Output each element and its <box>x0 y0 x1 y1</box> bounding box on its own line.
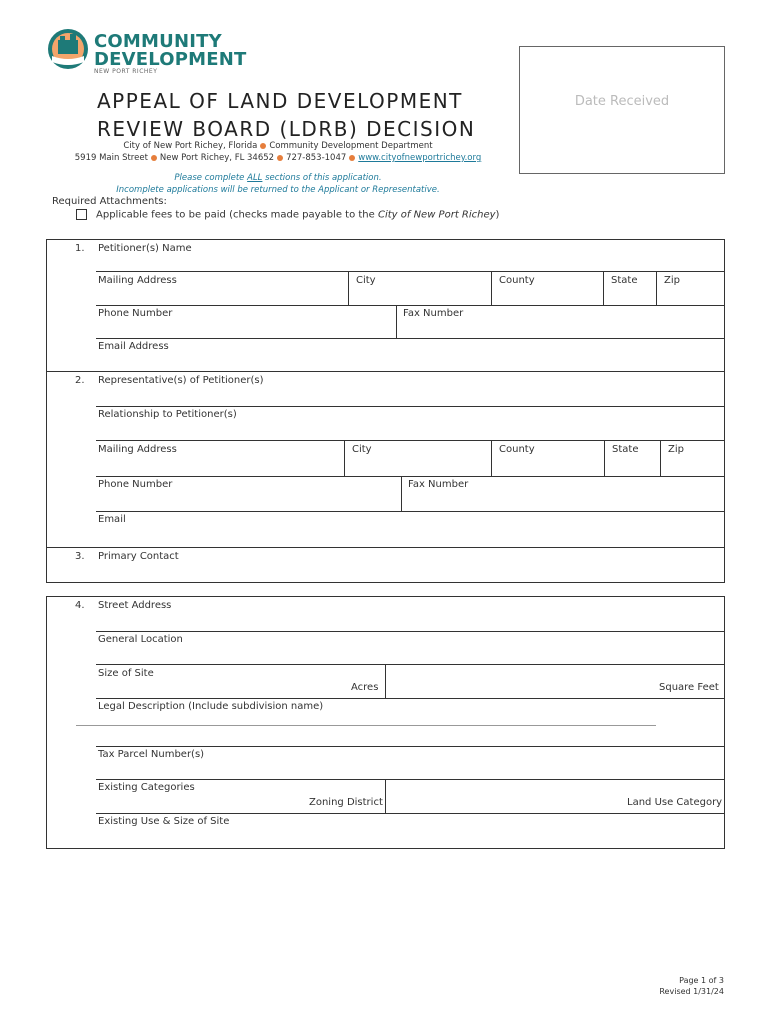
divider <box>396 305 397 338</box>
divider <box>46 371 725 372</box>
divider <box>96 305 724 306</box>
square-feet-field[interactable]: Square Feet <box>659 682 719 693</box>
divider <box>96 440 724 441</box>
legal-description-field[interactable]: Legal Description (Include subdivision name) <box>98 701 324 712</box>
page-title <box>97 87 475 143</box>
dept-phone: 727-853-1047 <box>286 153 347 163</box>
divider <box>96 406 724 407</box>
existing-categories-label: Existing Categories <box>98 782 195 793</box>
petitioner-city-field[interactable]: City <box>356 275 376 286</box>
divider <box>96 664 724 665</box>
revised-date: Revised 1/31/24 <box>659 987 724 996</box>
fees-checkbox[interactable] <box>76 209 87 220</box>
website-link[interactable]: www.cityofnewportrichey.org <box>358 153 482 163</box>
primary-contact-field[interactable]: Primary Contact <box>98 551 179 562</box>
legal-description-underline <box>76 725 656 726</box>
dept-name: Community Development Department <box>269 141 433 151</box>
petitioner-phone-field[interactable]: Phone Number <box>98 308 173 319</box>
zoning-district-field[interactable]: Zoning District <box>309 797 383 808</box>
divider <box>344 440 345 476</box>
required-attachments-label: Required Attachments: <box>52 196 167 207</box>
divider <box>96 476 724 477</box>
divider <box>348 271 349 305</box>
divider <box>603 271 604 305</box>
rep-state-field[interactable]: State <box>612 444 639 455</box>
notice-text: Please complete <box>174 173 248 183</box>
rep-phone-field[interactable]: Phone Number <box>98 479 173 490</box>
street-address-field[interactable]: Street Address <box>98 600 172 611</box>
divider <box>46 547 725 548</box>
logo-subtitle: NEW PORT RICHEY <box>94 68 158 75</box>
petitioner-email-field[interactable]: Email Address <box>98 341 169 352</box>
size-of-site-label: Size of Site <box>98 668 154 679</box>
divider <box>385 779 386 813</box>
divider <box>604 440 605 476</box>
bullet-icon <box>277 155 283 161</box>
petitioner-fax-field[interactable]: Fax Number <box>403 308 464 319</box>
dept-street: 5919 Main Street <box>74 153 148 163</box>
logo-line1: COMMUNITY <box>94 31 222 52</box>
logo-emblem-icon <box>46 18 90 80</box>
land-use-category-field[interactable]: Land Use Category <box>627 797 723 808</box>
title-line1: APPEAL OF LAND DEVELOPMENT <box>97 89 463 113</box>
notice-text-end: sections of this application. <box>262 173 382 183</box>
department-info <box>60 141 496 163</box>
notice-line2: Incomplete applications will be returned to the Applicant or Representative. <box>116 185 440 195</box>
divider <box>96 511 724 512</box>
acres-field[interactable]: Acres <box>351 682 379 693</box>
divider <box>96 746 724 747</box>
petitioner-mailing-field[interactable]: Mailing Address <box>98 275 177 286</box>
divider <box>385 664 386 698</box>
petitioner-state-field[interactable]: State <box>611 275 638 286</box>
section-4-number: 4. <box>75 600 85 611</box>
date-received-label: Date Received <box>574 94 670 109</box>
divider <box>96 271 724 272</box>
section-3-number: 3. <box>75 551 85 562</box>
dept-city: City of New Port Richey, Florida <box>123 141 258 151</box>
existing-use-field[interactable]: Existing Use & Size of Site <box>98 816 230 827</box>
divider <box>401 476 402 511</box>
divider <box>660 440 661 476</box>
fees-close: ) <box>495 209 500 221</box>
rep-city-field[interactable]: City <box>352 444 372 455</box>
notice <box>60 172 496 196</box>
section-1-number: 1. <box>75 243 85 254</box>
bullet-icon <box>151 155 157 161</box>
rep-mailing-field[interactable]: Mailing Address <box>98 444 177 455</box>
general-location-field[interactable]: General Location <box>98 634 183 645</box>
section-2-number: 2. <box>75 375 85 386</box>
logo-line2: DEVELOPMENT <box>94 49 247 70</box>
divider <box>656 271 657 305</box>
relationship-field[interactable]: Relationship to Petitioner(s) <box>98 409 237 420</box>
divider <box>96 698 724 699</box>
representative-name-field[interactable]: Representative(s) of Petitioner(s) <box>98 375 264 386</box>
rep-fax-field[interactable]: Fax Number <box>408 479 469 490</box>
dept-city-state: New Port Richey, FL 34652 <box>159 153 275 163</box>
divider <box>491 440 492 476</box>
divider <box>96 813 724 814</box>
rep-email-field[interactable]: Email <box>98 514 126 525</box>
divider <box>96 338 724 339</box>
fees-city: City of New Port Richey <box>377 209 496 221</box>
title-line2: REVIEW BOARD (LDRB) DECISION <box>97 117 476 141</box>
page-footer <box>659 975 724 997</box>
rep-county-field[interactable]: County <box>499 444 535 455</box>
page-number: Page 1 of 3 <box>679 976 724 985</box>
tax-parcel-field[interactable]: Tax Parcel Number(s) <box>98 749 205 760</box>
divider <box>96 631 724 632</box>
fees-text: Applicable fees to be paid (checks made payable to the <box>96 209 378 221</box>
fees-row <box>76 209 499 221</box>
divider <box>491 271 492 305</box>
petitioner-county-field[interactable]: County <box>499 275 535 286</box>
petitioner-name-field[interactable]: Petitioner(s) Name <box>98 243 192 254</box>
notice-all: ALL <box>247 173 263 183</box>
bullet-icon <box>349 155 355 161</box>
bullet-icon <box>260 143 266 149</box>
petitioner-zip-field[interactable]: Zip <box>664 275 680 286</box>
rep-zip-field[interactable]: Zip <box>668 444 684 455</box>
divider <box>96 779 724 780</box>
logo <box>46 18 246 80</box>
date-received-box <box>519 46 725 174</box>
